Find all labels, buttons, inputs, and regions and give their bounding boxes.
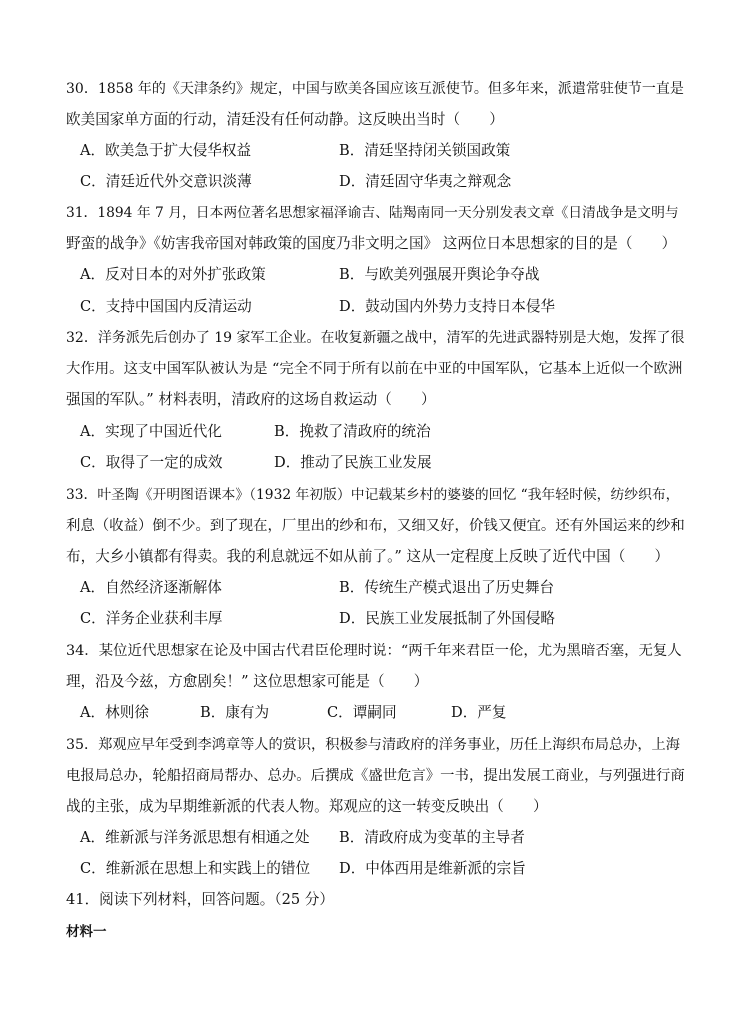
question-text-line: 野蛮的战争》《妨害我帝国对韩政策的国度乃非文明之国》 这两位日本思想家的目的是（ ） [66,235,677,252]
option-c: C．洋务企业获利丰厚 [80,610,223,627]
question-text-line: 31．1894 年 7 月，日本两位著名思想家福泽谕吉、陆羯南同一天分别发表文章《日清战争是文明与 [66,205,679,221]
option-b: B．清廷坚持闭关锁国政策 [339,142,511,159]
option-d: D．推动了民族工业发展 [274,454,432,471]
option-d: D．鼓动国内外势力支持日本侵华 [339,298,556,315]
option-a: A．自然经济逐渐解体 [80,579,222,596]
option-b: B．挽救了清政府的统治 [274,423,431,440]
question-text-line: 强国的军队。” 材料表明，清政府的这场自救运动（ ） [66,391,436,408]
option-a: A．实现了中国近代化 [80,423,222,440]
option-c: C．维新派在思想上和实践上的错位 [80,860,311,877]
option-b: B．与欧美列强展开舆论争夺战 [339,266,540,283]
question-text-line: 33．叶圣陶《开明图语课本》（1932 年初版）中记载某乡村的婆婆的回忆 “我年轻时候，纺纱织布， [66,487,680,503]
option-a: A．欧美急于扩大侵华权益 [80,142,252,159]
option-b: B．传统生产模式退出了历史舞台 [339,579,555,596]
question-text-line: 欧美国家单方面的行动，清廷没有任何动静。这反映出当时（ ） [66,111,504,128]
question-text-line: 布，大乡小镇都有得卖。我的利息就远不如从前了。” 这从一定程度上反映了近代中国（ ） [66,548,670,565]
material-label: 材料一 [66,924,107,940]
question-text-line: 理，沿及今兹，方愈剧矣！” 这位思想家可能是（ ） [66,673,429,690]
question-text-line: 大作用。这支中国军队被认为是 “完全不同于所有以前在中亚的中国军队，它基本上近似一个欧洲 [66,361,683,377]
option-c: C．支持中国国内反清运动 [80,298,252,315]
option-d: D．中体西用是维新派的宗旨 [339,860,526,877]
question-text-line: 30．1858 年的《天津条约》规定，中国与欧美各国应该互派使节。但多年来，派遣常驻使节一直是 [66,81,684,97]
question-text-line: 战的主张，成为早期维新派的代表人物。郑观应的这一转变反映出（ ） [66,798,548,815]
option-d: D．民族工业发展抵制了外国侵略 [339,610,556,627]
option-d: D．严复 [451,704,507,721]
question-text-line: 利息（收益）倒不少。到了现在，厂里出的纱和布，又细又好，价钱又便宜。还有外国运来的纱和 [66,518,685,534]
option-c: C．取得了一定的成效 [80,454,223,471]
question-text-line: 电报局总办，轮船招商局帮办、总办。后撰成《盛世危言》一书，提出发展工商业，与列强进行商 [66,768,685,784]
option-a: A．维新派与洋务派思想有相通之处 [80,829,310,846]
option-c: C．清廷近代外交意识淡薄 [80,173,252,190]
option-b: B．康有为 [200,704,270,721]
question-text-line: 32．洋务派先后创办了 19 家军工企业。在收复新疆之战中，清军的先进武器特别是大炮，发挥了很 [66,330,685,346]
option-c: C．谭嗣同 [327,704,397,721]
question-text-line: 41．阅读下列材料，回答问题。（25 分） [66,891,334,908]
option-b: B．清政府成为变革的主导者 [339,829,525,846]
option-d: D．清廷固守华夷之辩观念 [339,173,512,190]
option-a: A．反对日本的对外扩张政策 [80,266,266,283]
option-a: A．林则徐 [80,704,149,721]
question-text-line: 35．郑观应早年受到李鸿章等人的赏识，积极参与清政府的洋务事业，历任上海织布局总办，上海 [66,737,680,753]
question-text-line: 34．某位近代思想家在论及中国古代君臣伦理时说：“两千年来君臣一伦，尤为黑暗否塞，无复人 [66,643,682,659]
